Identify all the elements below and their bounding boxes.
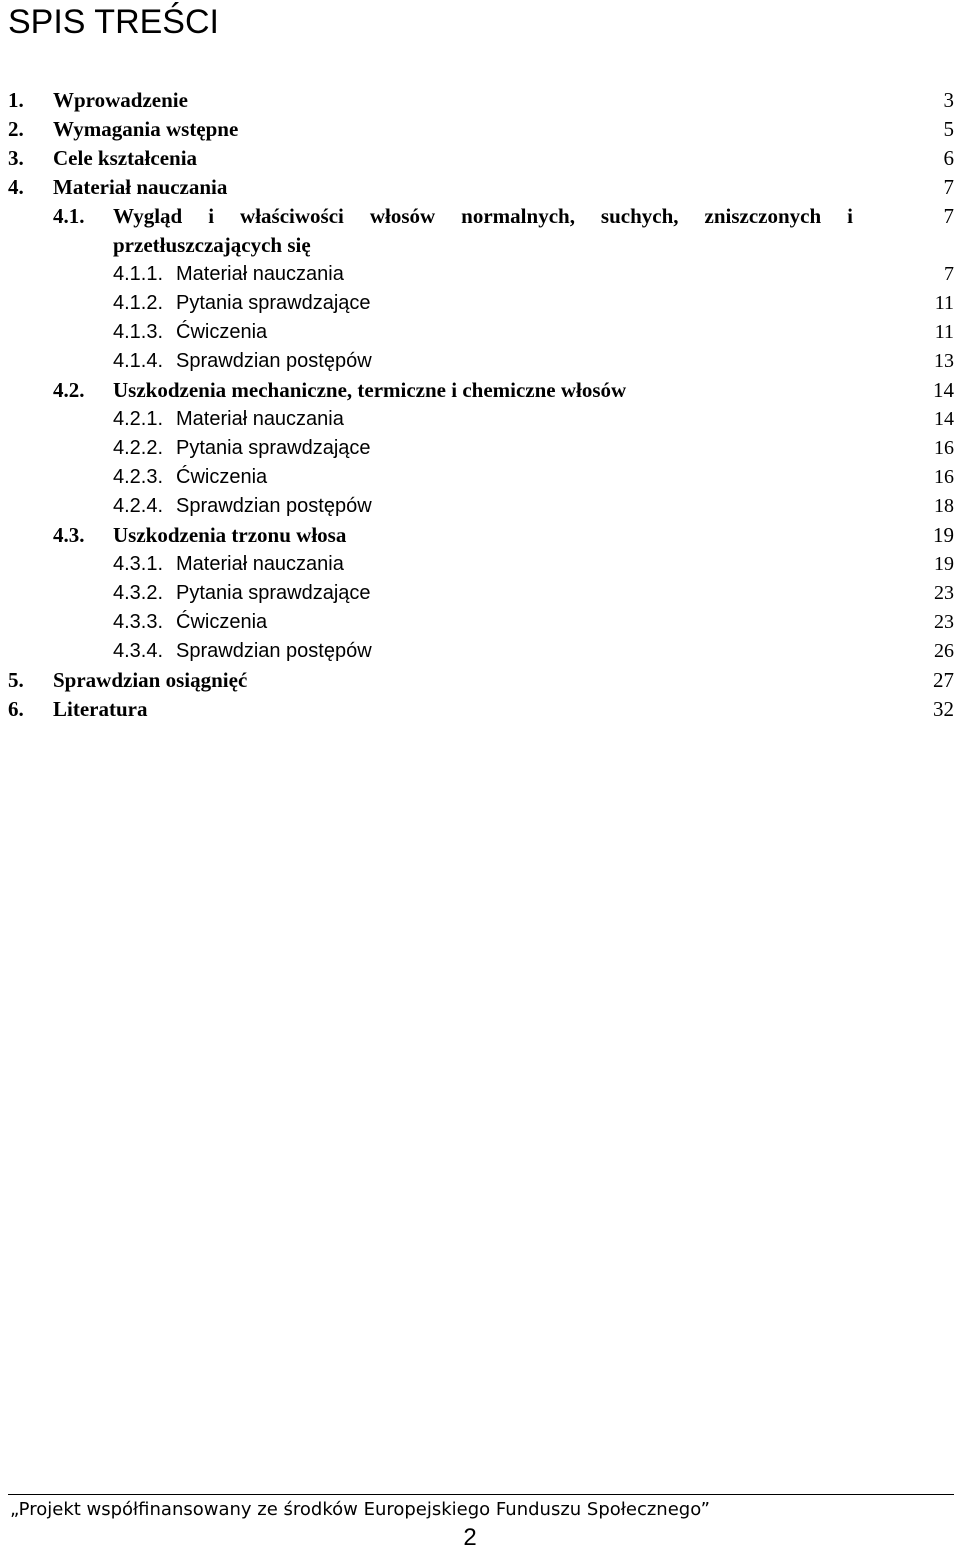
- toc-entry-number: 4.2.1.: [113, 408, 164, 430]
- toc-entry: [0, 115, 960, 144]
- toc-entry-number: 4.2.3.: [113, 466, 164, 488]
- toc-entry: [0, 434, 960, 463]
- toc-entry-label: Wygląd i właściwości włosów normalnych, suchych, zniszczonych i przetłuszczających się: [113, 204, 853, 257]
- toc-entry-number: 4.3.1.: [113, 553, 164, 575]
- toc-entry-label: Sprawdzian postępów: [176, 350, 372, 372]
- toc-entry-label: Sprawdzian postępów: [176, 640, 372, 662]
- toc-entry-label: Pytania sprawdzające: [176, 437, 371, 459]
- toc-entry-label: Ćwiczenia: [176, 466, 268, 488]
- toc-entry-page: 11: [934, 292, 954, 314]
- toc-entry: [0, 608, 960, 637]
- toc-entry-number: 4.3.2.: [113, 582, 164, 604]
- toc-entry-page: 16: [934, 437, 954, 459]
- toc-entry-page: 11: [934, 321, 954, 343]
- toc-entry: [0, 144, 960, 173]
- toc-entry-number: 3.: [8, 146, 24, 170]
- toc-entry: [0, 405, 960, 434]
- toc-entry-page: 32: [933, 697, 954, 721]
- toc-entry: [0, 86, 960, 115]
- toc-entry-number: 1.: [8, 88, 24, 112]
- footer-text: „Projekt współfinansowany ze środków Europejskiego Funduszu Społecznego”: [10, 1499, 710, 1520]
- toc-entry-number: 4.1.: [53, 204, 85, 228]
- toc-entry-number: 4.1.2.: [113, 292, 164, 314]
- footer-divider: [8, 1494, 954, 1495]
- page-title: SPIS TREŚCI: [8, 3, 219, 41]
- toc-entry-number: 4.1.1.: [113, 263, 164, 285]
- toc-entry: [0, 289, 960, 318]
- toc-entry-label: Cele kształcenia: [53, 146, 198, 170]
- toc-entry: [0, 492, 960, 521]
- toc-entry-number: 4.2.2.: [113, 437, 164, 459]
- toc-entry-number: 4.3.4.: [113, 640, 164, 662]
- toc-entry: [0, 376, 960, 405]
- toc-entry-number: 4.2.4.: [113, 495, 164, 517]
- toc-entry-label: Sprawdzian postępów: [176, 495, 372, 517]
- toc-entry-page: 7: [943, 204, 954, 228]
- toc-entry-page: 7: [944, 263, 954, 285]
- toc-entry-number: 6.: [8, 697, 24, 721]
- toc-entry: [0, 318, 960, 347]
- table-of-contents: [0, 86, 960, 724]
- toc-entry-number: 4.: [8, 175, 24, 199]
- toc-entry-page: 23: [934, 611, 954, 633]
- toc-entry: [0, 463, 960, 492]
- toc-entry-label: Materiał nauczania: [176, 408, 344, 430]
- toc-entry-number: 2.: [8, 117, 24, 141]
- toc-entry-page: 7: [943, 175, 954, 199]
- toc-entry-number: 4.3.3.: [113, 611, 164, 633]
- toc-entry-number: 4.3.: [53, 523, 85, 547]
- toc-entry-label: Wymagania wstępne: [53, 117, 239, 141]
- toc-entry-page: 14: [933, 378, 954, 402]
- toc-entry-label: Ćwiczenia: [176, 611, 268, 633]
- toc-entry-label: Pytania sprawdzające: [176, 582, 371, 604]
- toc-entry-page: 27: [933, 668, 954, 692]
- toc-entry-label: Wprowadzenie: [53, 88, 188, 112]
- toc-entry-page: 19: [934, 553, 954, 575]
- toc-entry-label: Ćwiczenia: [176, 321, 268, 343]
- toc-entry-page: 19: [933, 523, 954, 547]
- toc-entry-label: Literatura: [53, 697, 148, 721]
- toc-entry: [0, 521, 960, 550]
- toc-entry-label: Materiał nauczania: [176, 263, 344, 285]
- toc-entry-page: 5: [943, 117, 954, 141]
- toc-entry: [0, 695, 960, 724]
- toc-entry: [0, 666, 960, 695]
- toc-entry-number: 5.: [8, 668, 24, 692]
- toc-entry: [0, 260, 960, 289]
- toc-entry-number: 4.2.: [53, 378, 85, 402]
- page-number: 2: [463, 1524, 477, 1551]
- toc-entry-page: 23: [934, 582, 954, 604]
- toc-entry-page: 16: [934, 466, 954, 488]
- toc-entry-page: 18: [934, 495, 954, 517]
- toc-entry: [0, 579, 960, 608]
- toc-entry-page: 13: [934, 350, 954, 372]
- toc-entry-label: Materiał nauczania: [53, 175, 228, 199]
- toc-entry: [0, 173, 960, 202]
- toc-entry-page: 14: [934, 408, 954, 430]
- toc-entry: [0, 550, 960, 579]
- toc-entry-page: 26: [934, 640, 954, 662]
- toc-entry-label: Materiał nauczania: [176, 553, 344, 575]
- toc-entry: [0, 637, 960, 666]
- toc-entry-number: 4.1.3.: [113, 321, 164, 343]
- toc-entry-label: Sprawdzian osiągnięć: [53, 668, 248, 692]
- toc-entry-page: 6: [943, 146, 954, 170]
- toc-entry: [0, 347, 960, 376]
- toc-entry-number: 4.1.4.: [113, 350, 164, 372]
- toc-entry-label: Uszkodzenia trzonu włosa: [113, 523, 347, 547]
- toc-entry-page: 3: [943, 88, 954, 112]
- toc-entry: [0, 202, 960, 260]
- toc-entry-label: Uszkodzenia mechaniczne, termiczne i chemiczne włosów: [113, 378, 627, 402]
- toc-entry-label: Pytania sprawdzające: [176, 292, 371, 314]
